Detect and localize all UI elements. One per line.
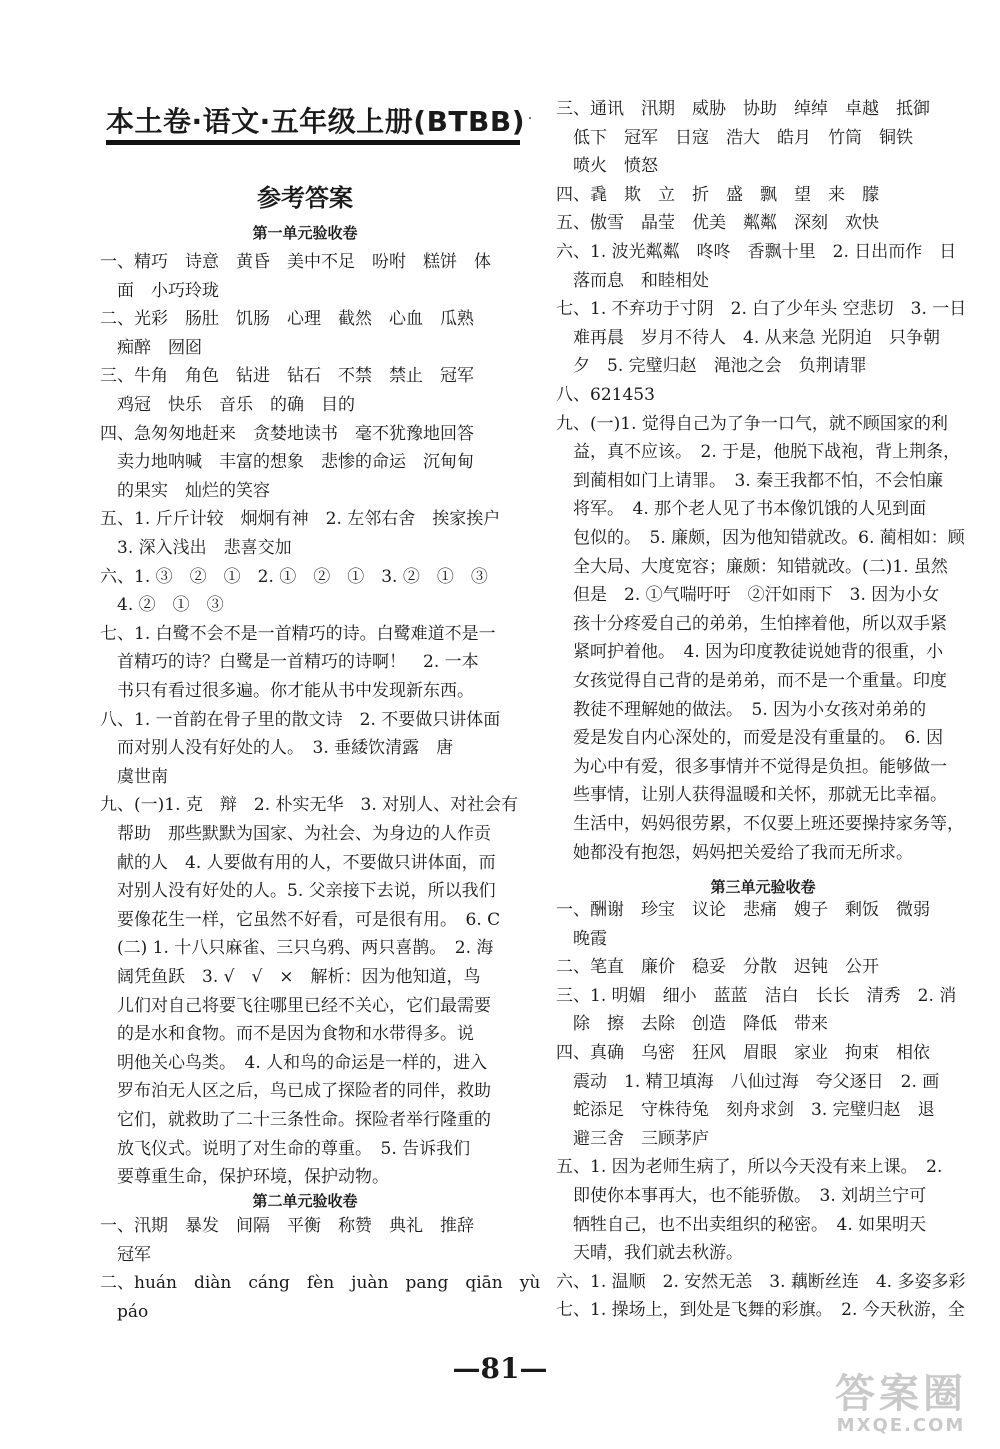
title-underline (106, 140, 520, 145)
book-title: 本土卷·语文·五年级上册(BTBB) (106, 105, 525, 138)
answer-line: 避三舍 三顾茅庐 (556, 1128, 709, 1149)
unit-title: 第一单元验收卷 (252, 224, 358, 242)
answer-line: 一、精巧 诗意 黄昏 美中不足 吩咐 糕饼 体 (100, 252, 491, 272)
answer-line: 将军。 4. 那个老人见了书本像饥饿的人见到面 (556, 499, 927, 520)
answer-line: 爱是发自内心深处的，而爱是没有重量的。 6. 因 (556, 728, 944, 749)
answer-line: 放飞仪式。说明了对生命的尊重。 5. 告诉我们 (100, 1138, 471, 1159)
answer-line: 二、huán diàn cáng fèn juàn pang qiān yù (100, 1273, 541, 1294)
answer-line: 为心中有爱，很多事情并不觉得是负担。能够做一 (556, 756, 947, 777)
answer-line: 七、1. 白鹭不会不是一首精巧的诗。白鹭难道不是一 (100, 623, 496, 644)
answer-line: 四、真确 乌密 狂风 眉眼 家业 拘束 相依 (556, 1043, 930, 1063)
answer-line: 低下 冠军 日寇 浩大 皓月 竹筒 铜铁 (556, 127, 913, 148)
answer-line: 九、(一)1. 克 辩 2. 朴实无华 3. 对别人、对社会有 (100, 795, 519, 816)
answer-line: 天晴，我们就去秋游。 (556, 1243, 743, 1264)
scan-speck (529, 117, 531, 119)
answer-line: 女孩觉得自己背的是弟弟，而不是一个重量。印度 (556, 671, 947, 691)
answer-line: 八、1. 一首韵在骨子里的散文诗 2. 不要做只讲体面 (100, 709, 501, 730)
answer-line: (二) 1. 十八只麻雀、三只乌鸦、两只喜鹊。 2. 海 (100, 938, 494, 959)
watermark-logo (816, 1366, 986, 1442)
answers-heading: 参考答案 (257, 184, 353, 212)
answer-line: 一、汛期 暴发 间隔 平衡 称赞 典礼 推辞 (100, 1216, 474, 1236)
answer-line: 孩十分疼爱自己的弟弟，生怕摔着他，所以双手紧 (556, 613, 947, 634)
answer-line: 献的人 4. 人要做有用的人，不要做只讲体面，而 (100, 852, 496, 873)
answer-line: 益，真不应该。 2. 于是，他脱下战袍，背上荆条， (556, 442, 961, 463)
watermark-top-text: 答案圈 (835, 1371, 967, 1417)
answer-line: 三、通讯 汛期 威胁 协助 绰绰 卓越 抵御 (556, 99, 930, 119)
answer-line: 九、(一)1. 觉得自己为了争一口气，就不顾国家的利 (556, 413, 948, 434)
answer-line: 三、牛角 角色 钻进 钻石 不禁 禁止 冠军 (100, 366, 474, 387)
answer-line: 书只有看过很多遍。你才能从书中发现新东西。 (100, 681, 474, 701)
answer-line: 六、1. 温顺 2. 安然无恙 3. 藕断丝连 4. 多姿多彩 (556, 1271, 966, 1292)
answer-line: 4. ② ① ③ (100, 595, 224, 616)
answer-line: 虞世南 (100, 766, 168, 787)
answer-line: páo (100, 1301, 149, 1322)
answer-line: 五、1. 斤斤计较 炯炯有神 2. 左邻右舍 挨家挨户 (100, 509, 501, 530)
answer-line: 的是水和食物。而不是因为食物和水带得多。说 (100, 1024, 474, 1045)
answer-line: 一、酬谢 珍宝 议论 悲痛 嫂子 剩饭 微弱 (556, 900, 930, 920)
answer-line: 她都没有抱怨，妈妈把关爱给了我而无所求。 (556, 842, 913, 863)
answer-line: 卖力地呐喊 丰富的想象 悲惨的命运 沉甸甸 (100, 452, 474, 473)
answer-line: 对别人没有好处的人。5. 父亲接下去说，所以我们 (100, 881, 496, 902)
answer-line: 面 小巧玲珑 (100, 280, 219, 301)
answer-line: 全大局、大度宽容；廉颇：知错就改。(二)1. 虽然 (556, 556, 948, 577)
answer-line: 它们，就救助了二十三条性命。探险者举行隆重的 (100, 1110, 491, 1130)
answer-line: 除 擦 去除 创造 降低 带来 (556, 1014, 828, 1035)
answer-line: 些事情，让别人获得温暖和关怀，那就无比幸福。 (556, 785, 947, 806)
unit-title: 第二单元验收卷 (252, 1192, 358, 1210)
answer-line: 七、1. 操场上，到处是飞舞的彩旗。 2. 今天秋游，全 (556, 1300, 965, 1321)
answer-line: 晚霞 (556, 928, 607, 949)
unit-title: 第三单元验收卷 (710, 878, 816, 896)
answer-line: 五、1. 因为老师生病了，所以今天没有来上课。 2. (556, 1157, 943, 1178)
answer-line: 难再晨 岁月不待人 4. 从来急 光阴迫 只争朝 (556, 327, 941, 348)
answer-line: 要尊重生命，保护环境，保护动物。 (100, 1167, 389, 1188)
answer-line: 八、621453 (556, 385, 655, 405)
answer-line: 帮助 那些默默为国家、为社会、为身边的人作贡 (100, 824, 491, 844)
answer-line: 四、毳 欺 立 折 盛 飘 望 来 朦 (556, 184, 879, 205)
answer-line: 牺牲自己，也不出卖组织的秘密。 4. 如果明天 (556, 1214, 927, 1235)
answer-line: 要像花生一样，它虽然不好看，可是很有用。 6. C (100, 909, 501, 930)
answer-line: 3. 深入浅出 悲喜交加 (100, 538, 292, 558)
answer-line: 鸡冠 快乐 音乐 的确 目的 (100, 395, 355, 415)
answer-line: 儿们对自己将要飞往哪里已经不关心，它们最需要 (100, 995, 491, 1016)
answer-line: 二、笔直 廉价 稳妥 分散 迟钝 公开 (556, 957, 879, 978)
answer-line: 罗布泊无人区之后，鸟已成了探险者的同伴，救助 (100, 1081, 491, 1102)
answer-line: 生活中，妈妈很劳累，不仅要上班还要操持家务等， (556, 814, 964, 834)
watermark-bottom-text: MXQE.COM (836, 1415, 966, 1436)
answer-line: 喷火 愤怒 (556, 156, 658, 177)
answer-line: 首精巧的诗？白鹭是一首精巧的诗啊！ 2. 一本 (100, 652, 479, 673)
answer-line: 三、1. 明媚 细小 蓝蓝 洁白 长长 清秀 2. 消 (556, 985, 957, 1006)
answer-line: 六、1. 波光粼粼 咚咚 香飘十里 2. 日出而作 日 (556, 242, 957, 262)
answer-line: 即使你本事再大，也不能骄傲。 3. 刘胡兰宁可 (556, 1186, 927, 1206)
page-number: —81— (452, 1352, 548, 1385)
answer-line: 五、傲雪 晶莹 优美 粼粼 深刻 欢快 (556, 213, 879, 234)
answer-line: 震动 1. 精卫填海 八仙过海 夸父逐日 2. 画 (556, 1071, 940, 1092)
answer-line: 而对别人没有好处的人。 3. 垂緌饮清露 唐 (100, 738, 454, 759)
answer-line: 二、光彩 肠肚 饥肠 心理 截然 心血 瓜熟 (100, 309, 474, 330)
answer-line: 教徒不理解她的做法。 5. 因为小女孩对弟弟的 (556, 699, 927, 720)
answer-line: 蛇添足 守株待兔 刻舟求剑 3. 完璧归赵 退 (556, 1100, 935, 1121)
answer-line: 七、1. 不弃功于寸阴 2. 白了少年头 空悲切 3. 一日 (556, 299, 967, 320)
answer-line: 紧呵护着他。 4. 因为印度教徒说她背的很重，小 (556, 642, 944, 663)
answer-line: 六、1. ③ ② ① 2. ① ② ① 3. ② ① ③ (100, 566, 488, 587)
answer-line: 痴醉 囫囵 (100, 337, 202, 358)
answer-line: 包似的。 5. 廉颇，因为他知错就改。6. 蔺相如：顾 (556, 528, 965, 548)
answer-line: 的果实 灿烂的笑容 (100, 480, 270, 501)
answer-line: 到蔺相如门上请罪。 3. 秦王我都不怕，不会怕廉 (556, 470, 944, 491)
answer-line: 冠军 (100, 1244, 151, 1265)
answer-line: 夕 5. 完璧归赵 渑池之会 负荆请罪 (556, 356, 867, 377)
answer-line: 但是 2. ①气喘吁吁 ②汗如雨下 3. 因为小女 (556, 585, 940, 606)
answer-line: 明他关心鸟类。 4. 人和鸟的命运是一样的，进入 (100, 1052, 488, 1073)
answer-line: 落而息 和睦相处 (556, 270, 709, 291)
answer-line: 阔凭鱼跃 3. √ √ × 解析：因为他知道，鸟 (100, 967, 481, 987)
answer-line: 四、急匆匆地赶来 贪婪地读书 毫不犹豫地回答 (100, 423, 474, 444)
